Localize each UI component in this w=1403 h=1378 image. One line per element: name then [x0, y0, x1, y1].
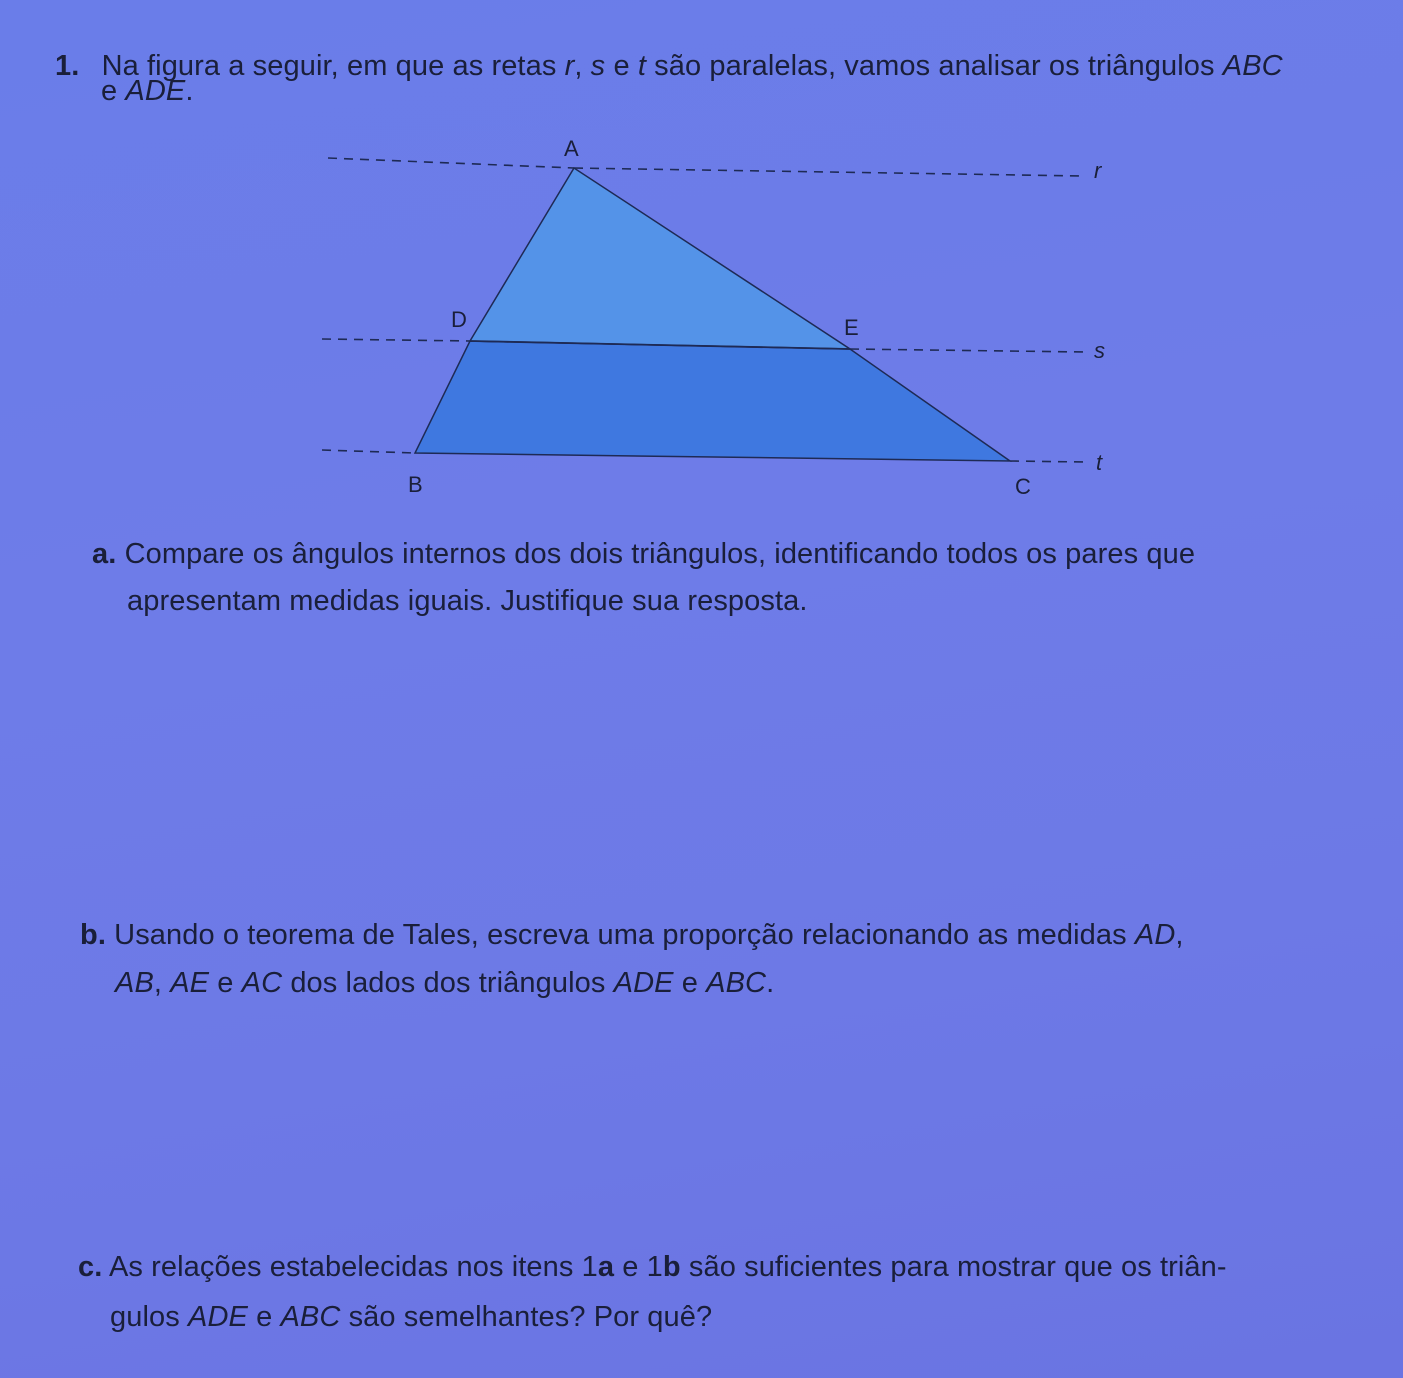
label-point-e: E: [844, 315, 859, 340]
item-c-abc: ABC: [280, 1301, 341, 1333]
item-b-ad: AD: [1134, 919, 1176, 951]
item-c-line-2: [110, 1299, 712, 1335]
item-a-line-1: [92, 536, 1195, 572]
item-c-ref1-letter: a: [597, 1251, 615, 1283]
triangle-ade: [470, 168, 850, 349]
item-b-letter: b.: [80, 919, 106, 951]
trapezoid-dbce: [415, 341, 1010, 461]
item-c-ref2-num: 1: [646, 1251, 663, 1283]
item-b-text-2b: .: [766, 967, 775, 999]
item-b-e2: e: [673, 967, 707, 999]
intro-text-1b: são paralelas, vamos analisar os triângulos: [646, 50, 1223, 82]
line-t-dashed-right: [1010, 461, 1085, 462]
label-line-t: t: [1096, 450, 1103, 475]
intro-text-1a: Na figura a seguir, em que as retas: [101, 50, 565, 82]
item-b-ac: AC: [241, 967, 283, 999]
item-c-letter: c.: [78, 1251, 103, 1283]
var-r: r: [564, 50, 575, 82]
item-b-ade: ADE: [613, 967, 674, 999]
question-number: 1.: [55, 50, 80, 82]
question-intro-line-2: [101, 73, 194, 109]
intro-text-2b: .: [185, 75, 194, 107]
item-c-conj: e: [614, 1251, 647, 1283]
intro-comma: ,: [574, 50, 591, 82]
line-t-dashed-left: [322, 450, 415, 453]
item-c-e: e: [247, 1301, 281, 1333]
line-r-dashed-right: [574, 168, 1085, 176]
item-a-text-2: apresentam medidas iguais. Justifique sua resposta.: [127, 585, 808, 617]
var-t: t: [637, 50, 646, 82]
item-a-text-1: Compare os ângulos internos dos dois triângulos, identificando todos os pares que: [124, 538, 1196, 570]
label-point-c: C: [1015, 474, 1031, 499]
figure-svg: [300, 120, 1120, 510]
item-c-ref1-num: 1: [581, 1251, 598, 1283]
triangle-ade-ref: ADE: [125, 75, 186, 107]
item-c-ref2-letter: b: [662, 1251, 681, 1283]
item-b-text-2a: dos lados dos triângulos: [282, 967, 614, 999]
label-point-b: B: [408, 472, 423, 497]
item-c-text-2a: gulos: [110, 1301, 188, 1333]
question-intro-line-1: [55, 48, 1283, 84]
item-b-ae: AE: [170, 967, 210, 999]
item-b-sep1: ,: [153, 967, 171, 999]
intro-e: e: [605, 50, 638, 82]
line-s-dashed-right: [850, 349, 1085, 352]
triangle-figure: [300, 120, 1120, 510]
item-c-text-1a: As relações estabelecidas nos itens: [108, 1251, 582, 1283]
line-r-dashed: [328, 158, 574, 168]
line-s-dashed-left: [322, 339, 470, 341]
item-b-text-1a: Usando o teorema de Tales, escreva uma proporção relacionando as medidas: [114, 919, 1135, 951]
label-line-r: r: [1094, 158, 1102, 183]
item-c-line-1: [78, 1249, 1227, 1285]
label-point-d: D: [451, 307, 467, 332]
item-a-line-2: [127, 583, 808, 619]
item-c-text-1b: são suficientes para mostrar que os triân-: [680, 1251, 1227, 1283]
item-b-line-1: [80, 917, 1184, 953]
item-b-ab: AB: [115, 967, 154, 999]
item-c-text-2b: são semelhantes? Por quê?: [340, 1301, 713, 1333]
var-s: s: [590, 50, 606, 82]
item-b-e1: e: [209, 967, 242, 999]
label-point-a: A: [564, 136, 579, 161]
triangle-abc-ref: ABC: [1222, 50, 1283, 82]
item-b-text-1b: ,: [1175, 919, 1184, 951]
item-b-abc: ABC: [706, 967, 767, 999]
label-line-s: s: [1094, 338, 1105, 363]
intro-text-2a: e: [101, 75, 126, 107]
item-a-letter: a.: [92, 538, 117, 570]
item-b-line-2: [115, 965, 774, 1001]
item-c-ade: ADE: [188, 1301, 248, 1333]
